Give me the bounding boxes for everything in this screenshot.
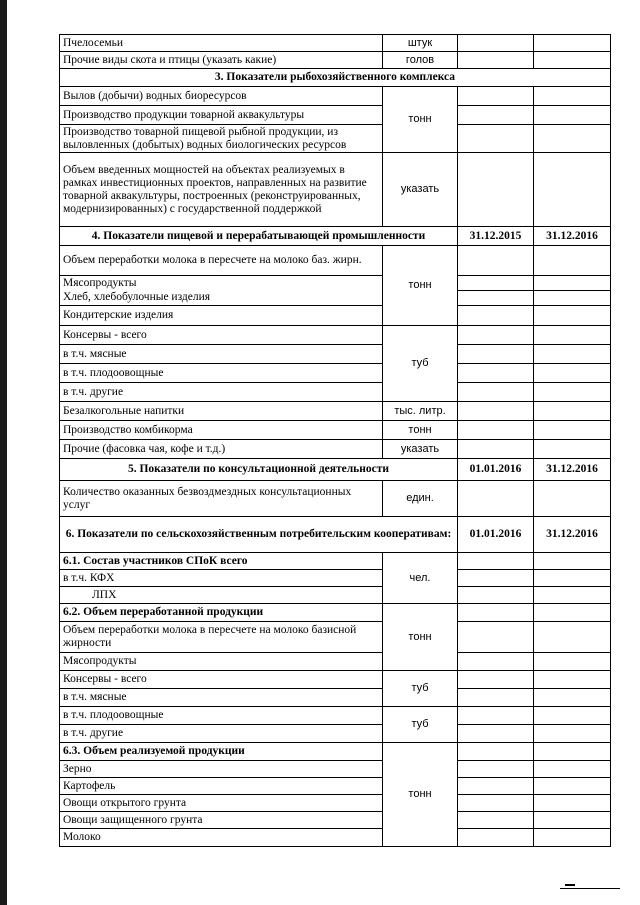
- table-row: [60, 604, 611, 622]
- row-label: в т.ч. другие: [60, 383, 383, 402]
- row-label: Объем переработки молока в пересчете на молоко баз. жирн.: [60, 246, 383, 276]
- value-cell[interactable]: [458, 707, 534, 725]
- value-cell[interactable]: [458, 795, 534, 812]
- row-label: Молоко: [60, 829, 383, 847]
- value-cell[interactable]: [458, 725, 534, 743]
- value-cell[interactable]: [458, 421, 534, 440]
- row-label: Пчелосемьи: [60, 35, 383, 52]
- row-label: Консервы - всего: [60, 671, 383, 689]
- value-cell[interactable]: [458, 52, 534, 69]
- table-row: [60, 153, 611, 227]
- table-row: [60, 553, 611, 570]
- value-cell[interactable]: [534, 761, 611, 778]
- value-cell[interactable]: [534, 778, 611, 795]
- row-label: в т.ч. плодоовощные: [60, 364, 383, 383]
- value-cell[interactable]: [534, 326, 611, 345]
- table-row: [60, 653, 611, 671]
- unit-cell: тонн: [383, 604, 458, 671]
- unit-cell: голов: [383, 52, 458, 69]
- value-cell[interactable]: [534, 364, 611, 383]
- row-label: Объем введенных мощностей на объектах реализуемых в рамках инвестиционных проектов, направленных на развитие товарной аквакультуры, построенных (реконструированных, модернизированных) с государственной поддержкой: [60, 153, 383, 227]
- unit-cell: тонн: [383, 246, 458, 326]
- value-cell[interactable]: [534, 553, 611, 570]
- unit-cell: указать: [383, 153, 458, 227]
- row-label: Овощи открытого грунта: [60, 795, 383, 812]
- value-cell[interactable]: [458, 481, 534, 517]
- table-row: [60, 52, 611, 69]
- section-6-title: 6. Показатели по сельскохозяйственным потребительским кооперативам:: [60, 517, 458, 553]
- value-cell[interactable]: [534, 306, 611, 326]
- section-header-row: [60, 517, 611, 553]
- row-label: Количество оказанных безвоздмездных консультационных услуг: [60, 481, 383, 517]
- table-row: [60, 671, 611, 689]
- value-cell[interactable]: [458, 306, 534, 326]
- table-row: [60, 829, 611, 847]
- column-date-2: 31.12.2016: [534, 459, 611, 481]
- value-cell[interactable]: [534, 402, 611, 421]
- row-label: Мясопродукты: [60, 276, 383, 291]
- subsection-6-1-title: 6.1. Состав участников СПоК всего: [60, 553, 383, 570]
- value-cell[interactable]: [458, 35, 534, 52]
- unit-cell: чел.: [383, 553, 458, 604]
- row-label: Прочие (фасовка чая, кофе и т.д.): [60, 440, 383, 459]
- table-row: [60, 743, 611, 761]
- value-cell[interactable]: [458, 570, 534, 587]
- row-label: в т.ч. КФХ: [60, 570, 383, 587]
- row-label: в т.ч. мясные: [60, 689, 383, 707]
- table-row: [60, 707, 611, 725]
- table-row: [60, 306, 611, 326]
- row-label: Вылов (добычи) водных биоресурсов: [60, 87, 383, 106]
- footer-rule: [560, 888, 620, 889]
- value-cell[interactable]: [458, 440, 534, 459]
- table-row: [60, 106, 611, 125]
- subsection-6-2-title: 6.2. Объем переработанной продукции: [60, 604, 383, 622]
- value-cell[interactable]: [458, 812, 534, 829]
- value-cell[interactable]: [534, 812, 611, 829]
- table-row: [60, 35, 611, 52]
- table-row: [60, 345, 611, 364]
- column-date-1: 01.01.2016: [458, 517, 534, 553]
- value-cell[interactable]: [458, 326, 534, 345]
- section-header-row: [60, 227, 611, 246]
- value-cell[interactable]: [458, 106, 534, 125]
- value-cell[interactable]: [534, 35, 611, 52]
- unit-cell: тыс. литр.: [383, 402, 458, 421]
- table-row: [60, 440, 611, 459]
- section-header-row: [60, 459, 611, 481]
- row-label: Производство комбикорма: [60, 421, 383, 440]
- value-cell[interactable]: [458, 246, 534, 276]
- table-row: [60, 622, 611, 653]
- row-label: в т.ч. плодоовощные: [60, 707, 383, 725]
- value-cell[interactable]: [534, 125, 611, 153]
- row-label: Картофель: [60, 778, 383, 795]
- indicators-table: [59, 34, 611, 847]
- column-date-2: 31.12.2016: [534, 227, 611, 246]
- value-cell[interactable]: [534, 829, 611, 847]
- value-cell[interactable]: [458, 604, 534, 622]
- unit-cell: указать: [383, 440, 458, 459]
- value-cell[interactable]: [534, 87, 611, 106]
- value-cell[interactable]: [534, 570, 611, 587]
- value-cell[interactable]: [534, 725, 611, 743]
- value-cell[interactable]: [458, 364, 534, 383]
- table-row: [60, 402, 611, 421]
- row-label: Консервы - всего: [60, 326, 383, 345]
- column-date-1: 31.12.2015: [458, 227, 534, 246]
- value-cell[interactable]: [534, 622, 611, 653]
- table-row: [60, 125, 611, 153]
- value-cell[interactable]: [458, 622, 534, 653]
- value-cell[interactable]: [458, 778, 534, 795]
- value-cell[interactable]: [458, 689, 534, 707]
- unit-cell: туб: [383, 671, 458, 707]
- row-label: в т.ч. другие: [60, 725, 383, 743]
- value-cell[interactable]: [458, 671, 534, 689]
- footer-mark: [565, 884, 575, 886]
- value-cell[interactable]: [458, 743, 534, 761]
- value-cell[interactable]: [458, 402, 534, 421]
- column-date-1: 01.01.2016: [458, 459, 534, 481]
- row-label: ЛПХ: [60, 587, 383, 604]
- row-label: Производство продукции товарной аквакультуры: [60, 106, 383, 125]
- value-cell[interactable]: [458, 291, 534, 306]
- value-cell[interactable]: [458, 761, 534, 778]
- unit-cell: тонн: [383, 421, 458, 440]
- row-label: Прочие виды скота и птицы (указать какие): [60, 52, 383, 69]
- table-row: [60, 291, 611, 306]
- row-label: Кондитерские изделия: [60, 306, 383, 326]
- value-cell[interactable]: [458, 276, 534, 291]
- value-cell[interactable]: [534, 345, 611, 364]
- subsection-6-3-title: 6.3. Объем реализуемой продукции: [60, 743, 383, 761]
- row-label: Мясопродукты: [60, 653, 383, 671]
- row-label: Объем переработки молока в пересчете на молоко базисной жирности: [60, 622, 383, 653]
- value-cell[interactable]: [534, 587, 611, 604]
- value-cell[interactable]: [534, 795, 611, 812]
- row-label: Зерно: [60, 761, 383, 778]
- value-cell[interactable]: [534, 291, 611, 306]
- value-cell[interactable]: [458, 345, 534, 364]
- section-5-title: 5. Показатели по консультационной деятельности: [60, 459, 458, 481]
- table-row: [60, 778, 611, 795]
- value-cell[interactable]: [534, 653, 611, 671]
- value-cell[interactable]: [534, 421, 611, 440]
- table-row: [60, 725, 611, 743]
- page-edge-shadow: [0, 0, 7, 905]
- value-cell[interactable]: [534, 743, 611, 761]
- table-row: [60, 383, 611, 402]
- value-cell[interactable]: [534, 106, 611, 125]
- table-row: [60, 276, 611, 291]
- table-row: [60, 761, 611, 778]
- table-row: [60, 481, 611, 517]
- row-label: Безалкогольные напитки: [60, 402, 383, 421]
- value-cell[interactable]: [534, 481, 611, 517]
- unit-cell: тонн: [383, 743, 458, 847]
- value-cell[interactable]: [458, 383, 534, 402]
- value-cell[interactable]: [534, 440, 611, 459]
- unit-cell: туб: [383, 326, 458, 402]
- unit-cell: туб: [383, 707, 458, 743]
- value-cell[interactable]: [534, 153, 611, 227]
- row-label: Хлеб, хлебобулочные изделия: [60, 291, 383, 306]
- value-cell[interactable]: [458, 829, 534, 847]
- value-cell[interactable]: [458, 587, 534, 604]
- section-4-title: 4. Показатели пищевой и перерабатывающей промышленности: [60, 227, 458, 246]
- table-row: [60, 364, 611, 383]
- unit-cell: штук: [383, 35, 458, 52]
- value-cell[interactable]: [534, 671, 611, 689]
- unit-cell: тонн: [383, 87, 458, 153]
- section-3-title: 3. Показатели рыбохозяйственного комплекса: [60, 69, 611, 87]
- value-cell[interactable]: [458, 653, 534, 671]
- value-cell[interactable]: [534, 52, 611, 69]
- value-cell[interactable]: [534, 689, 611, 707]
- value-cell[interactable]: [458, 125, 534, 153]
- table-row: [60, 421, 611, 440]
- section-header-row: [60, 69, 611, 87]
- table-row: [60, 246, 611, 276]
- table-row: [60, 689, 611, 707]
- unit-cell: един.: [383, 481, 458, 517]
- value-cell[interactable]: [458, 87, 534, 106]
- value-cell[interactable]: [458, 153, 534, 227]
- column-date-2: 31.12.2016: [534, 517, 611, 553]
- value-cell[interactable]: [534, 383, 611, 402]
- value-cell[interactable]: [534, 276, 611, 291]
- table-row: [60, 812, 611, 829]
- value-cell[interactable]: [534, 707, 611, 725]
- table-row: [60, 87, 611, 106]
- table-row: [60, 587, 611, 604]
- value-cell[interactable]: [458, 553, 534, 570]
- table-row: [60, 326, 611, 345]
- row-label: Овощи защищенного грунта: [60, 812, 383, 829]
- table-row: [60, 795, 611, 812]
- row-label: в т.ч. мясные: [60, 345, 383, 364]
- value-cell[interactable]: [534, 604, 611, 622]
- table-row: [60, 570, 611, 587]
- value-cell[interactable]: [534, 246, 611, 276]
- row-label: Производство товарной пищевой рыбной продукции, из выловленных (добытых) водных биологических ресурсов: [60, 125, 383, 153]
